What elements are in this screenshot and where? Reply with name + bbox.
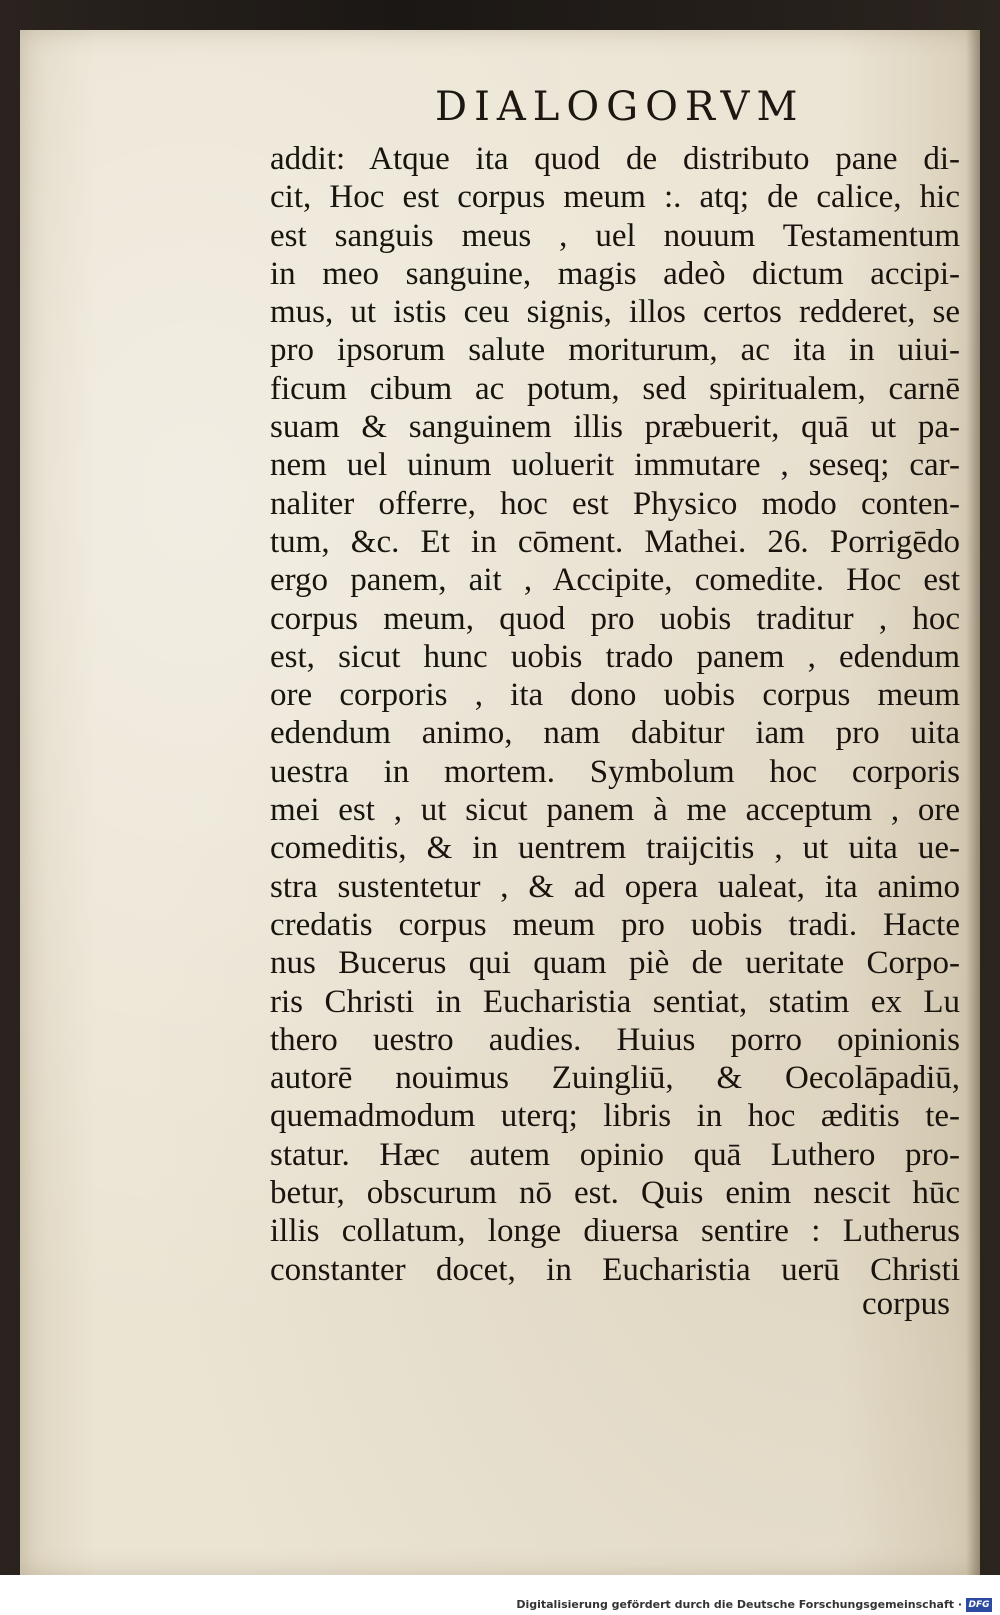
- text-line: est, sicut hunc uobis trado panem , edendum: [270, 638, 960, 675]
- text-line: illis collatum, longe diuersa sentire : Lutherus: [270, 1213, 960, 1250]
- text-line: comeditis, & in uentrem traijcitis , ut uita ue-: [270, 830, 960, 867]
- text-line: thero uestro audies. Huius porro opinionis: [270, 1021, 960, 1058]
- funding-credit: Digitalisierung gefördert durch die Deutsche Forschungsgemeinschaft ·: [516, 1598, 962, 1611]
- text-line: stra sustentetur , & ad opera ualeat, ita animo: [270, 868, 960, 905]
- text-line: quemadmodum uterq; libris in hoc æditis te-: [270, 1098, 960, 1135]
- text-line: credatis corpus meum pro uobis tradi. Hacte: [270, 906, 960, 943]
- footer-bar: [0, 1575, 1000, 1615]
- text-line: uestra in mortem. Symbolum hoc corporis: [270, 753, 960, 790]
- text-line: corpus meum, quod pro uobis traditur , hoc: [270, 600, 960, 637]
- text-line: autorē nouimus Zuingliū, & Oecolāpadiū,: [270, 1060, 960, 1097]
- text-line: ficum cibum ac potum, sed spiritualem, carnē: [270, 370, 960, 407]
- catchword: corpus: [862, 1286, 950, 1322]
- running-header: DIALOGORVM: [435, 84, 805, 130]
- text-line: in meo sanguine, magis adeò dictum accipi-: [270, 255, 960, 292]
- text-line: betur, obscurum nō est. Quis enim nescit hūc: [270, 1175, 960, 1212]
- text-line: suam & sanguinem illis præbuerit, quā ut pa-: [270, 409, 960, 446]
- catchword-container: [270, 1286, 960, 1323]
- text-line: nem uel uinum uoluerit immutare , seseq; car-: [270, 447, 960, 484]
- page-edge-shadow: [966, 30, 980, 1575]
- dfg-logo-icon: DFG: [966, 1598, 992, 1612]
- text-line: est sanguis meus , uel nouum Testamentum: [270, 217, 960, 254]
- text-line: edendum animo, nam dabitur iam pro uita: [270, 715, 960, 752]
- text-line: cit, Hoc est corpus meum :. atq; de calice, hic: [270, 179, 960, 216]
- text-line: constanter docet, in Eucharistia uerū Christi: [270, 1251, 960, 1288]
- text-line: mus, ut istis ceu signis, illos certos redderet, se: [270, 294, 960, 331]
- text-line: tum, &c. Et in cōment. Mathei. 26. Porrigēdo: [270, 523, 960, 560]
- text-line: naliter offerre, hoc est Physico modo conten-: [270, 485, 960, 522]
- text-line: ris Christi in Eucharistia sentiat, statim ex Lu: [270, 983, 960, 1020]
- body-text: [270, 140, 960, 1289]
- text-line: mei est , ut sicut panem à me acceptum , ore: [270, 792, 960, 829]
- text-line: ore corporis , ita dono uobis corpus meum: [270, 677, 960, 714]
- text-line: pro ipsorum salute moriturum, ac ita in uiui-: [270, 332, 960, 369]
- text-line: statur. Hæc autem opinio quā Luthero pro-: [270, 1136, 960, 1173]
- text-line: nus Bucerus qui quam piè de ueritate Corpo-: [270, 945, 960, 982]
- text-line: addit: Atque ita quod de distributo pane di-: [270, 141, 960, 177]
- text-line: ergo panem, ait , Accipite, comedite. Hoc est: [270, 562, 960, 599]
